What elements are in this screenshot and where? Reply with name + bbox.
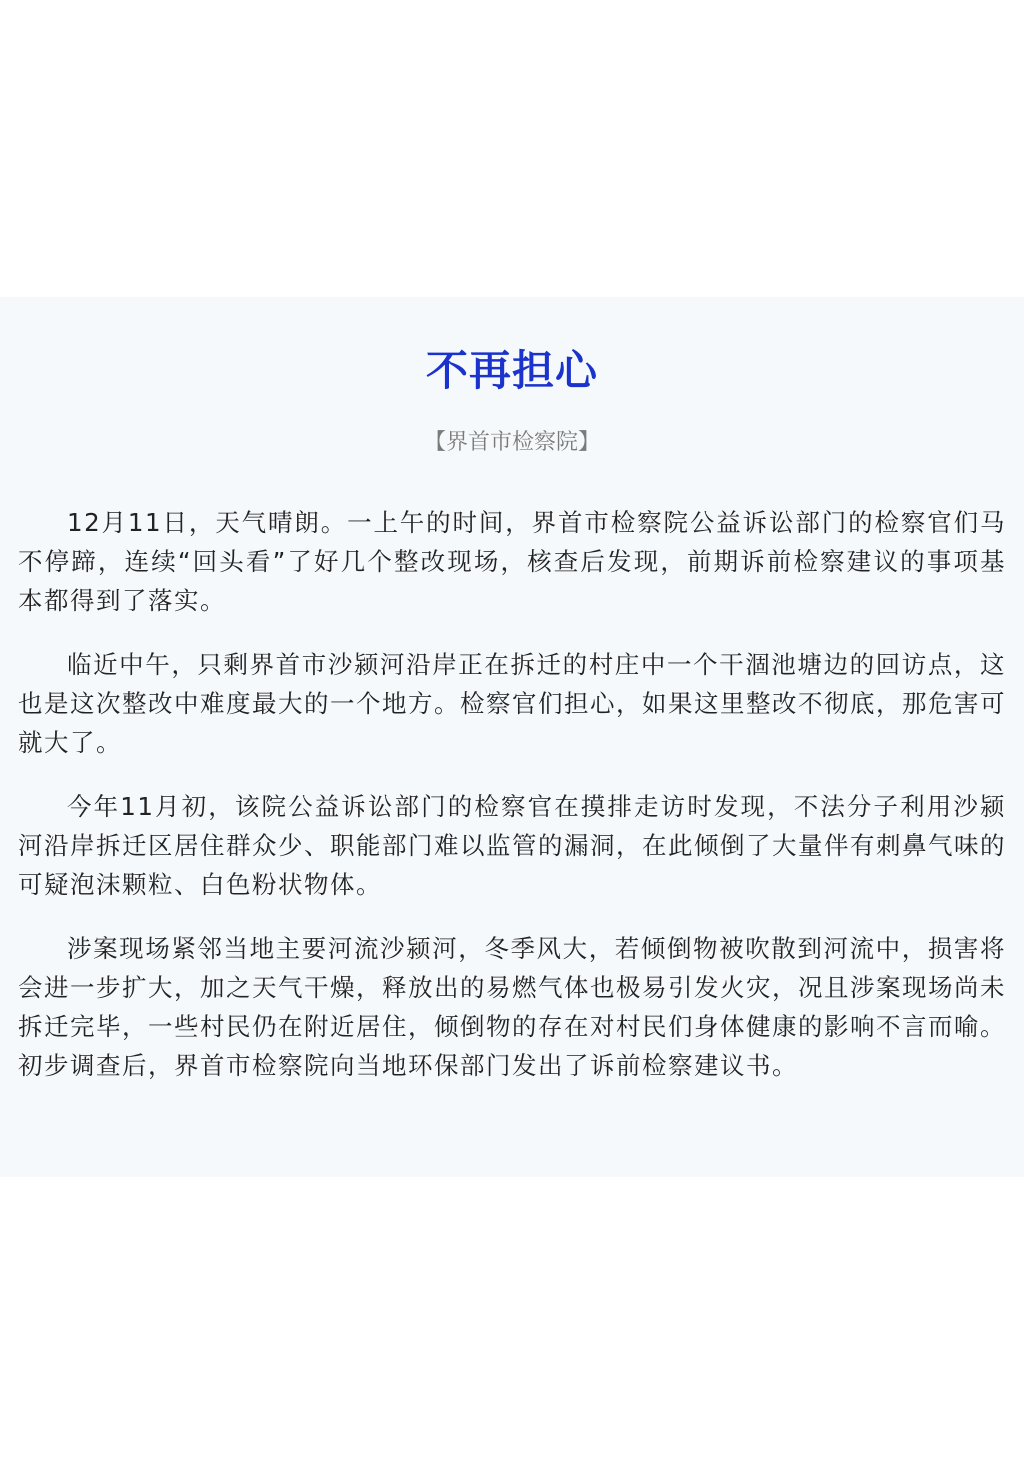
article-source: 【界首市检察院】 <box>423 430 600 455</box>
article-title: 不再担心 <box>425 346 598 395</box>
article-paragraph: 12月11日，天气晴朗。一上午的时间，界首市检察院公益诉讼部门的检察官们马不停蹄，连续“回头看”了好几个整改现场，核查后发现，前期诉前检察建议的事项基本都得到了落实。 <box>18 508 1006 615</box>
article-panel <box>0 297 1024 1177</box>
article-paragraph: 临近中午，只剩界首市沙颍河沿岸正在拆迁的村庄中一个干涸池塘边的回访点，这也是这次整改中难度最大的一个地方。检察官们担心，如果这里整改不彻底，那危害可就大了。 <box>18 650 1006 757</box>
article-paragraph: 涉案现场紧邻当地主要河流沙颍河，冬季风大，若倾倒物被吹散到河流中，损害将会进一步扩大，加之天气干燥，释放出的易燃气体也极易引发火灾，况且涉案现场尚未拆迁完毕，一些村民仍在附近居住，倾倒物的存在对村民们身体健康的影响不言而喻。初步调查后，界首市检察院向当地环保部门发出了诉前检察建议书。 <box>18 934 1006 1080</box>
article-paragraph: 今年11月初，该院公益诉讼部门的检察官在摸排走访时发现，不法分子利用沙颍河沿岸拆迁区居住群众少、职能部门难以监管的漏洞，在此倾倒了大量伴有刺鼻气味的可疑泡沫颗粒、白色粉状物体。 <box>18 792 1006 899</box>
article-body <box>18 503 1006 1085</box>
